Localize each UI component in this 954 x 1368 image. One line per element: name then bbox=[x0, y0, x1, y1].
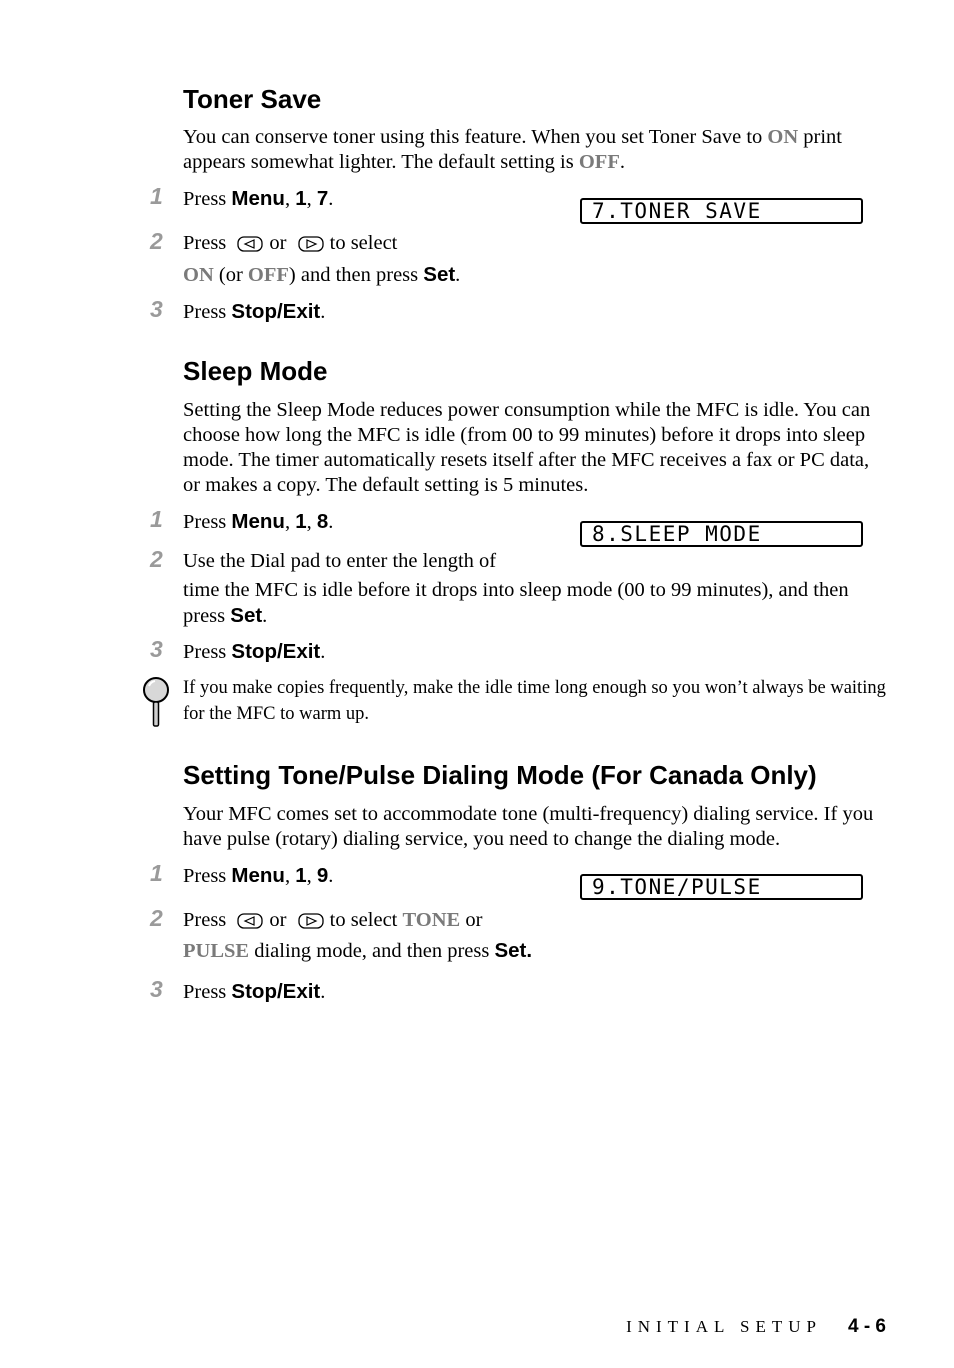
set-key-label: Set bbox=[423, 263, 456, 286]
text: , bbox=[306, 511, 317, 533]
right-arrow-key-icon bbox=[298, 236, 324, 252]
key-label: 1 bbox=[295, 864, 307, 887]
step-number: 2 bbox=[150, 546, 163, 572]
magnifier-note-icon bbox=[142, 676, 172, 728]
text: You can conserve toner using this feature. When you set Toner Save to bbox=[183, 126, 768, 148]
step-number: 3 bbox=[150, 296, 163, 322]
text: to select bbox=[329, 232, 398, 254]
text: Press bbox=[183, 865, 232, 887]
step-number: 2 bbox=[150, 228, 163, 254]
text: , bbox=[284, 865, 296, 887]
lcd-display-tone-pulse: 9.TONE/PULSE bbox=[580, 874, 863, 900]
text: or bbox=[269, 232, 287, 254]
key-label: 7 bbox=[316, 187, 329, 210]
text: . bbox=[328, 511, 334, 533]
text: dialing mode, and then press bbox=[249, 940, 495, 962]
text: Press bbox=[183, 301, 232, 323]
sleep-step1 bbox=[183, 509, 333, 535]
key-label: 8 bbox=[316, 510, 329, 533]
sleep-note: If you make copies frequently, make the idle time long enough so you won’t always be waiting for the MFC to warm up. bbox=[183, 678, 886, 724]
text: or bbox=[269, 909, 287, 931]
text: . bbox=[320, 641, 326, 663]
toner-step2-line2 bbox=[183, 262, 460, 288]
text: . bbox=[328, 188, 334, 210]
menu-key-label: Menu bbox=[231, 510, 285, 533]
on-value: ON bbox=[767, 126, 799, 148]
tone-step1 bbox=[183, 863, 333, 889]
stop-exit-key-label: Stop/Exit bbox=[231, 640, 321, 663]
text: . bbox=[262, 605, 268, 627]
text: press bbox=[183, 605, 231, 627]
toner-save-desc-line1 bbox=[183, 125, 842, 150]
step-number: 1 bbox=[150, 506, 163, 532]
lcd-display-sleep-mode: 8.SLEEP MODE bbox=[580, 521, 863, 547]
key-label: 1 bbox=[295, 510, 307, 533]
text: . bbox=[619, 151, 625, 173]
step-number: 1 bbox=[150, 183, 163, 209]
key-label: 9 bbox=[316, 864, 329, 887]
text: . bbox=[320, 981, 326, 1003]
off-value: OFF bbox=[247, 264, 289, 286]
menu-key-label: Menu bbox=[231, 187, 285, 210]
text: Press bbox=[183, 641, 232, 663]
text: (or bbox=[213, 264, 248, 286]
text: Press bbox=[183, 232, 227, 254]
stop-exit-key-label: Stop/Exit bbox=[231, 300, 321, 323]
text: to select bbox=[329, 909, 403, 931]
toner-step1 bbox=[183, 186, 333, 212]
left-arrow-key-icon bbox=[237, 913, 263, 929]
text: ) and then press bbox=[288, 264, 424, 286]
text: print bbox=[798, 126, 842, 148]
text: or bbox=[460, 909, 483, 931]
set-key-label: Set. bbox=[494, 939, 533, 962]
text: appears somewhat lighter. The default setting is bbox=[183, 151, 579, 173]
tone-step3 bbox=[183, 979, 325, 1005]
toner-step3 bbox=[183, 299, 325, 325]
menu-key-label: Menu bbox=[231, 864, 285, 887]
stop-exit-key-label: Stop/Exit bbox=[231, 980, 321, 1003]
text: . bbox=[455, 264, 461, 286]
lcd-display-toner-save: 7.TONER SAVE bbox=[580, 198, 863, 224]
step-number: 2 bbox=[150, 905, 163, 931]
text: . bbox=[320, 301, 326, 323]
toner-step2-line1 bbox=[183, 231, 397, 256]
left-arrow-key-icon bbox=[237, 236, 263, 252]
step-number: 3 bbox=[150, 636, 163, 662]
toner-save-desc-line2 bbox=[183, 150, 625, 175]
text: Press bbox=[183, 511, 232, 533]
sleep-mode-heading: Sleep Mode bbox=[183, 356, 328, 386]
text: Press bbox=[183, 188, 232, 210]
text: , bbox=[306, 188, 317, 210]
text: Press bbox=[183, 981, 232, 1003]
tone-step2-line1 bbox=[183, 908, 482, 933]
key-label: 1 bbox=[295, 187, 307, 210]
pulse-value: PULSE bbox=[183, 940, 250, 962]
sleep-mode-description: Setting the Sleep Mode reduces power consumption while the MFC is idle. You can choose how long the MFC is idle (from 00 to 99 minutes) before it drops into sleep mode. The timer automatically resets itself after the MFC receives a fax or PC data, or makes a copy. The default setting is 5 minutes. bbox=[183, 399, 871, 496]
text: . bbox=[328, 865, 334, 887]
text: , bbox=[284, 188, 296, 210]
footer-section-title: INITIAL SETUP bbox=[626, 1317, 822, 1336]
sleep-step2-line3 bbox=[183, 603, 267, 629]
set-key-label: Set bbox=[230, 604, 263, 627]
tone-value: TONE bbox=[402, 909, 461, 931]
text: , bbox=[284, 511, 296, 533]
off-value: OFF bbox=[578, 151, 620, 173]
step-number: 1 bbox=[150, 860, 163, 886]
tone-pulse-description: Your MFC comes set to accommodate tone (multi-frequency) dialing service. If you have pulse (rotary) dialing service, you need to change the dialing mode. bbox=[183, 803, 874, 850]
text: , bbox=[306, 865, 317, 887]
page-number: 4 - 6 bbox=[847, 1316, 886, 1337]
on-value: ON bbox=[183, 264, 214, 286]
right-arrow-key-icon bbox=[298, 913, 324, 929]
tone-pulse-heading: Setting Tone/Pulse Dialing Mode (For Canada Only) bbox=[183, 760, 817, 790]
page-footer bbox=[626, 1316, 886, 1338]
sleep-step2-line1: Use the Dial pad to enter the length of bbox=[183, 550, 497, 572]
tone-step2-line2 bbox=[183, 938, 532, 964]
text: Press bbox=[183, 909, 227, 931]
toner-save-heading: Toner Save bbox=[183, 84, 322, 114]
sleep-step2-line2: time the MFC is idle before it drops into sleep mode (00 to 99 minutes), and then bbox=[183, 579, 849, 601]
step-number: 3 bbox=[150, 976, 163, 1002]
sleep-step3 bbox=[183, 639, 325, 665]
